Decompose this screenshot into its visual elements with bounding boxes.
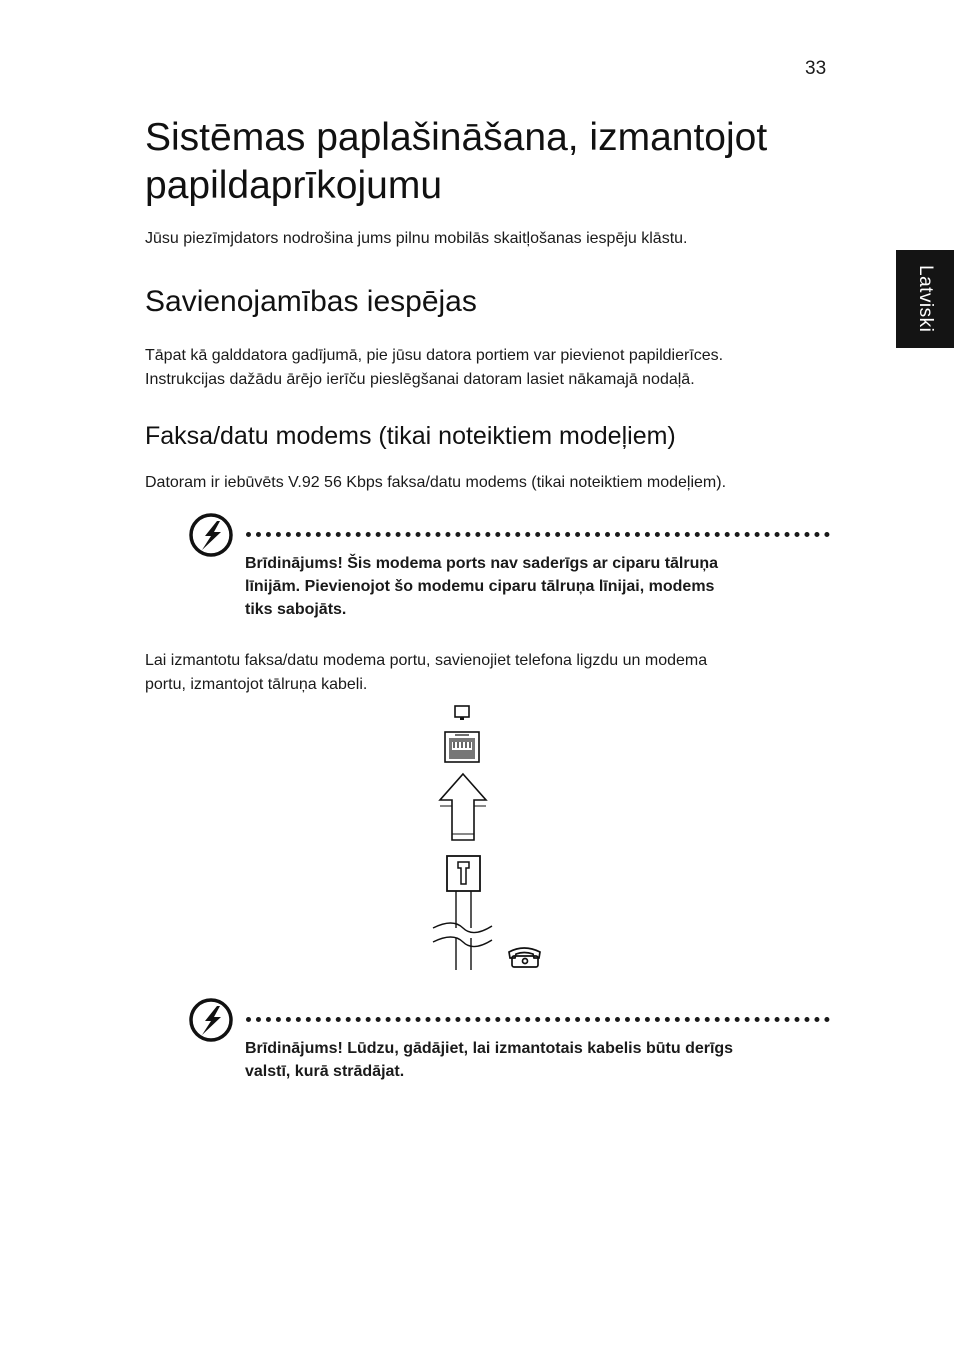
warning-line: valstī, kurā strādājat. [245, 1063, 405, 1080]
subsection-heading: Faksa/datu modems (tikai noteiktiem modeļiem) [145, 422, 676, 450]
warning-text [245, 552, 718, 621]
language-tab [896, 250, 954, 348]
telephone-icon [509, 948, 540, 967]
intro-paragraph: Jūsu piezīmjdators nodrošina jums pilnu mobilās skaitļošanas iespēju klāstu. [145, 230, 688, 247]
warning-lightning-icon [188, 512, 234, 558]
warning-line: līnijām. Pievienojot šo modemu ciparu tālruņa līnijai, modems [245, 578, 715, 595]
section-paragraph-line1: Tāpat kā galddatora gadījumā, pie jūsu datora portiem var pievienot papildierīces. [145, 347, 724, 364]
phone-cable [433, 891, 492, 970]
warning-lightning-icon [188, 997, 234, 1043]
language-tab-label: Latviski [915, 265, 936, 333]
warning-divider [246, 1017, 830, 1022]
page-title-line2: papildaprīkojumu [145, 164, 443, 207]
warning-line: Brīdinājums! Lūdzu, gādājiet, lai izmantotais kabelis būtu derīgs [245, 1040, 734, 1057]
subsection-paragraph: Datoram ir iebūvēts V.92 56 Kbps faksa/datu modems (tikai noteiktiem modeļiem). [145, 474, 727, 491]
up-arrow-icon [440, 774, 486, 840]
warning-line: tiks sabojāts. [245, 601, 347, 618]
warning-icon [188, 997, 234, 1048]
warning-text [245, 1037, 733, 1083]
modem-port-symbol-icon [455, 706, 469, 720]
section-paragraph [145, 344, 723, 392]
warning-icon [188, 512, 234, 563]
rj11-port-icon [445, 732, 479, 762]
connect-paragraph-line2: portu, izmantojot tālruņa kabeli. [145, 676, 368, 693]
rj11-plug-icon [447, 856, 480, 891]
modem-connection-diagram [420, 700, 550, 975]
page-title-line1: Sistēmas paplašināšana, izmantojot [145, 116, 768, 159]
page-title [145, 114, 767, 210]
section-heading: Savienojamības iespējas [145, 285, 477, 318]
page-number: 33 [805, 58, 827, 79]
connect-paragraph [145, 649, 707, 697]
section-paragraph-line2: Instrukcijas dažādu ārējo ierīču pieslēgšanai datoram lasiet nākamajā nodaļā. [145, 371, 695, 388]
warning-line: Brīdinājums! Šis modema ports nav saderīgs ar ciparu tālruņa [245, 555, 719, 572]
connect-paragraph-line1: Lai izmantotu faksa/datu modema portu, savienojiet telefona ligzdu un modema [145, 652, 708, 669]
warning-divider [246, 532, 830, 537]
